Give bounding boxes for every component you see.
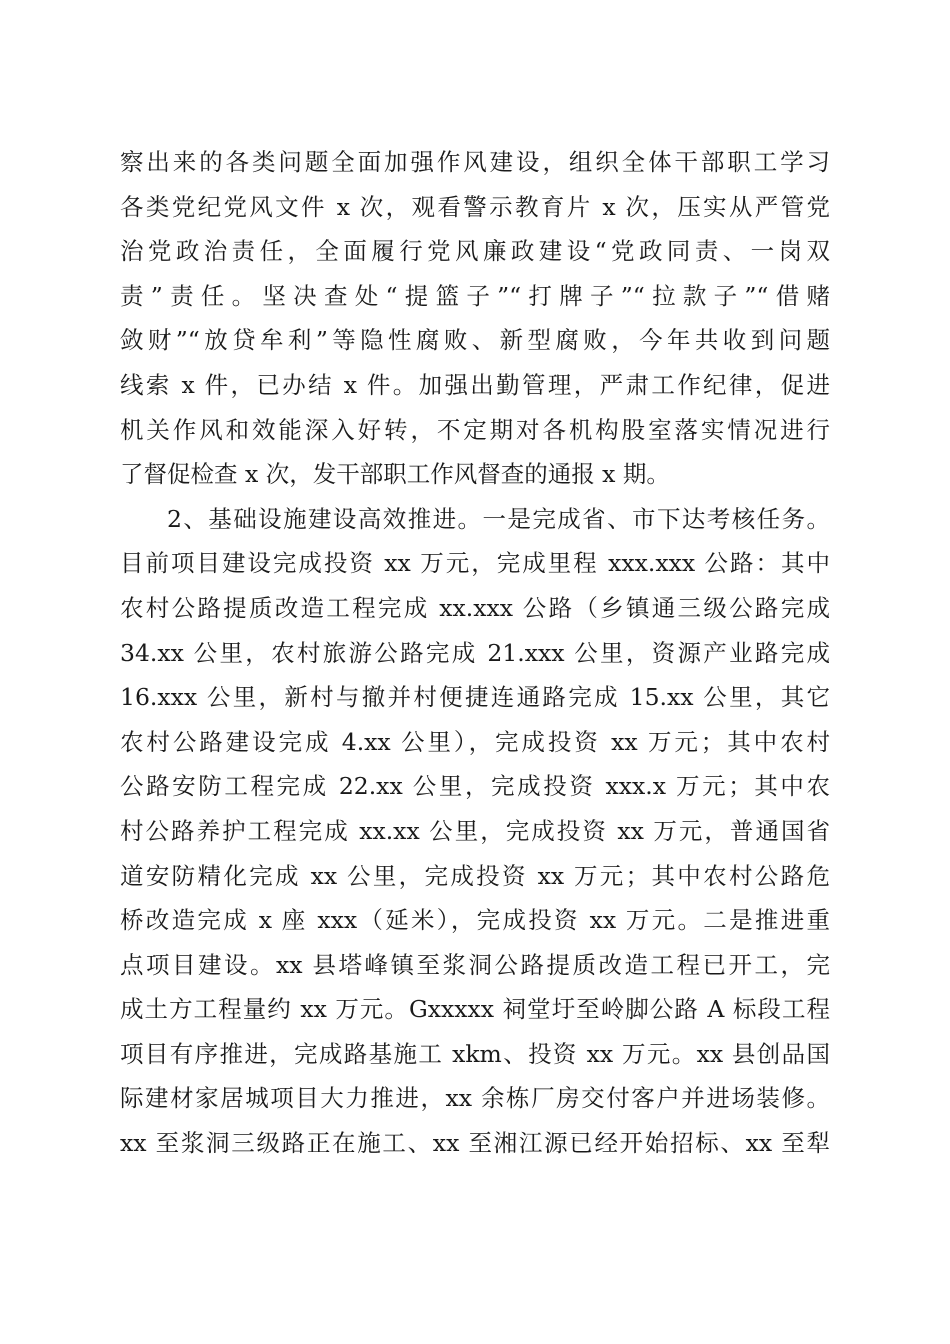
paragraph-2-line: 点项目建设。xx 县塔峰镇至浆洞公路提质改造工程已开工，完 xyxy=(120,950,830,979)
paragraph-2-line: xx 至浆洞三级路正在施工、xx 至湘江源已经开始招标、xx 至犁 xyxy=(120,1129,830,1158)
paragraph-2-line: 项目有序推进，完成路基施工 xkm、投资 xx 万元。xx 县创品国 xyxy=(120,1039,830,1068)
paragraph-2-line: 公路安防工程完成 22.xx 公里，完成投资 xxx.x 万元；其中农 xyxy=(120,772,830,801)
document-body xyxy=(120,140,830,1166)
paragraph-1-line: 各类党纪党风文件 x 次，观看警示教育片 x 次，压实从严管党 xyxy=(120,192,830,221)
paragraph-2 xyxy=(120,497,830,1166)
paragraph-1-line: 察出来的各类问题全面加强作风建设，组织全体干部职工学习 xyxy=(120,148,830,176)
paragraph-2-line: 16.xxx 公里，新村与撤并村便捷连通路完成 15.xx 公里，其它 xyxy=(120,683,830,712)
paragraph-1 xyxy=(120,140,830,497)
paragraph-2-line: 桥改造完成 x 座 xxx（延米），完成投资 xx 万元。二是推进重 xyxy=(120,906,830,935)
paragraph-2-line: 农村公路建设完成 4.xx 公里），完成投资 xx 万元；其中农村 xyxy=(120,727,830,756)
paragraph-1-line: 机关作风和效能深入好转，不定期对各机构股室落实情况进行 xyxy=(120,415,830,444)
paragraph-1-line: 线索 x 件，已办结 x 件。加强出勤管理，严肃工作纪律，促进 xyxy=(120,370,830,399)
paragraph-1-line: 治党政治责任，全面履行党风廉政建设“党政同责、一岗双 xyxy=(120,237,830,266)
paragraph-1-line: 了督促检查 x 次，发干部职工作风督查的通报 x 期。 xyxy=(120,460,670,489)
paragraph-2-line: 农村公路提质改造工程完成 xx.xxx 公路（乡镇通三级公路完成 xyxy=(120,593,830,622)
paragraph-2-line: 34.xx 公里，农村旅游公路完成 21.xxx 公里，资源产业路完成 xyxy=(120,638,830,667)
paragraph-2-line: 道安防精化完成 xx 公里，完成投资 xx 万元；其中农村公路危 xyxy=(120,861,830,890)
paragraph-1-line: 敛财”“放贷牟利”等隐性腐败、新型腐败，今年共收到问题 xyxy=(120,326,830,355)
paragraph-2-line: 2、基础设施建设高效推进。一是完成省、市下达考核任务。 xyxy=(167,504,830,533)
paragraph-2-line: 村公路养护工程完成 xx.xx 公里，完成投资 xx 万元，普通国省 xyxy=(120,816,830,845)
paragraph-2-line: 际建材家居城项目大力推进，xx 余栋厂房交付客户并进场装修。 xyxy=(120,1084,830,1113)
paragraph-1-line: 责”责任。坚决查处“提篮子”“打牌子”“拉款子”“借赌 xyxy=(120,281,830,310)
paragraph-2-line: 成土方工程量约 xx 万元。Gxxxxx 祠堂圩至岭脚公路 A 标段工程 xyxy=(120,995,830,1024)
paragraph-2-line: 目前项目建设完成投资 xx 万元，完成里程 xxx.xxx 公路：其中 xyxy=(120,549,830,578)
